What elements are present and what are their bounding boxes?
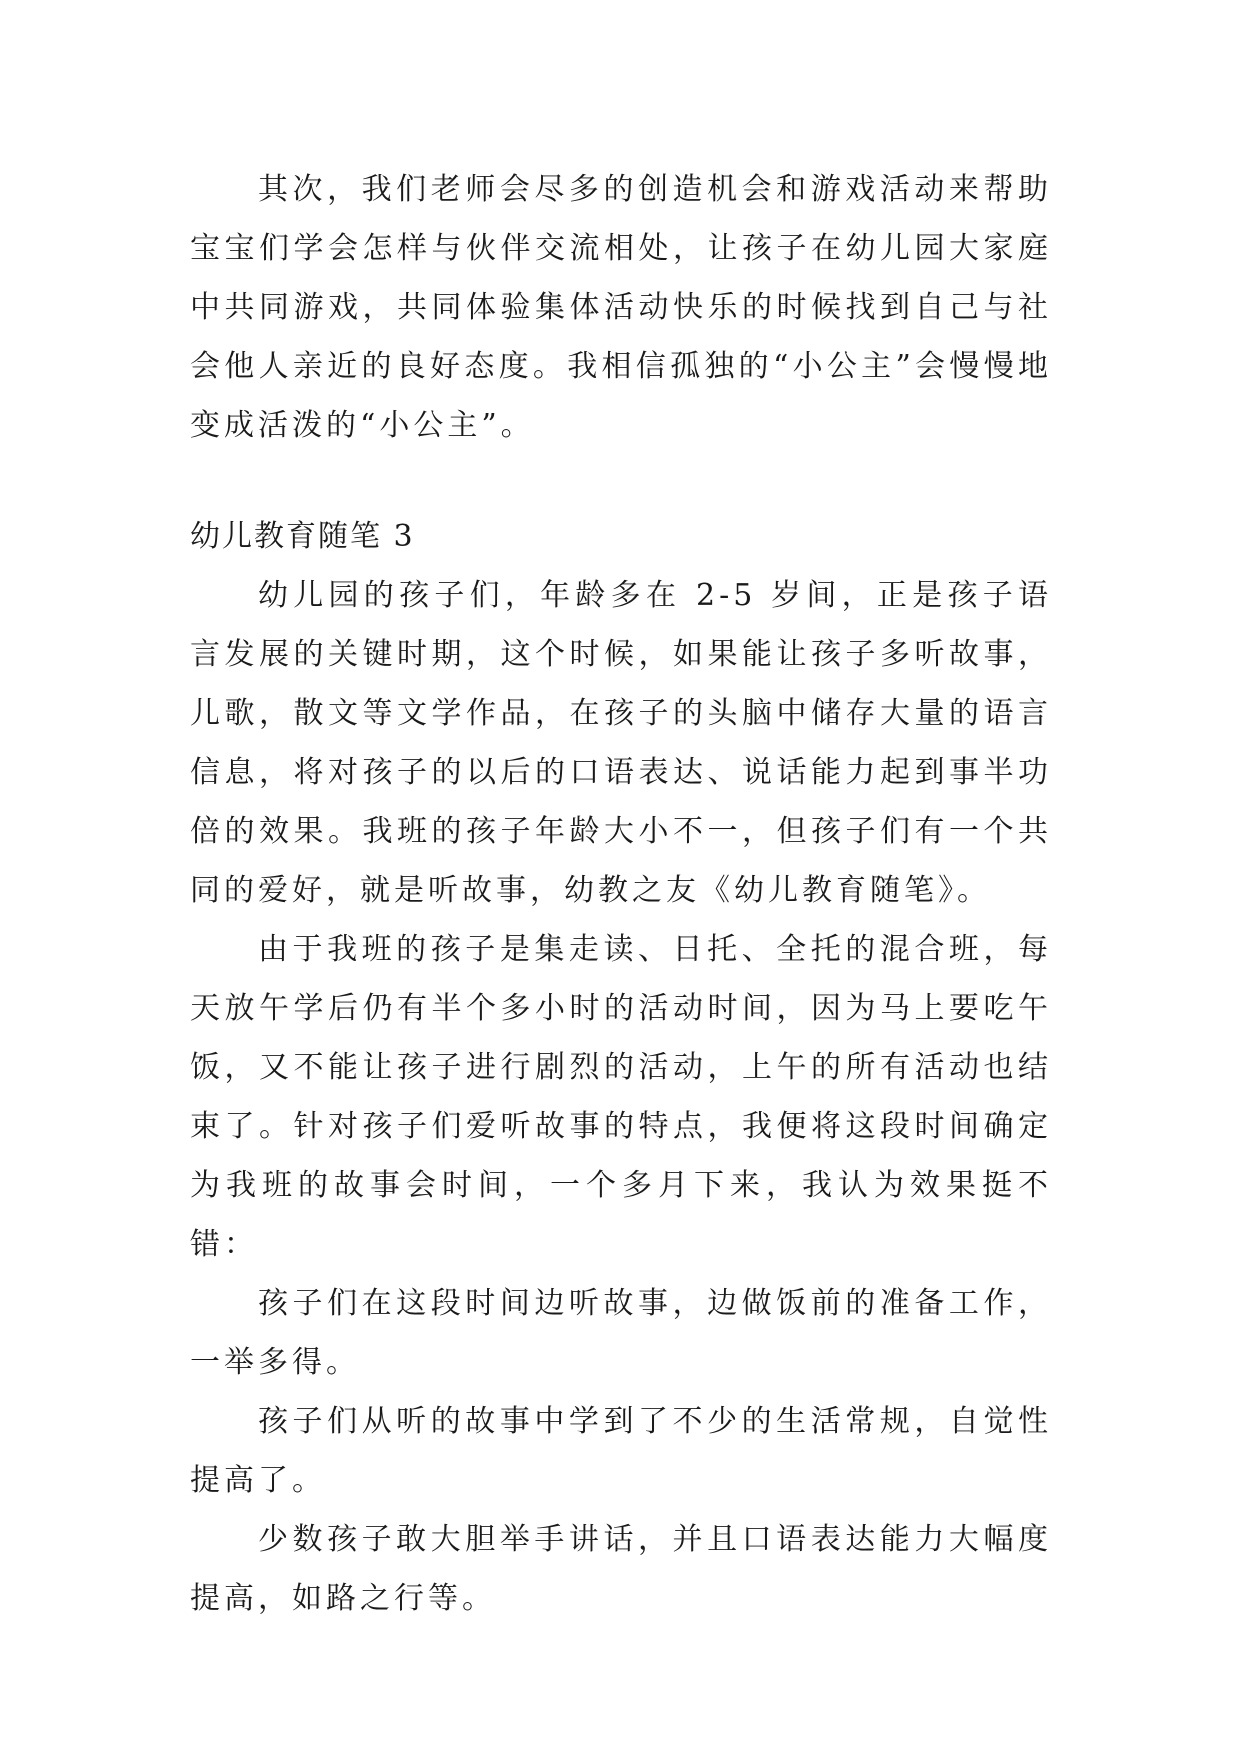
body-paragraph-3: 孩子们在这段时间边听故事，边做饭前的准备工作，一举多得。 (190, 1286, 1052, 1380)
document-body (190, 160, 1052, 1628)
body-paragraph-5: 少数孩子敢大胆举手讲话，并且口语表达能力大幅度提高，如路之行等。 (190, 1522, 1052, 1616)
section-title: 幼儿教育随笔 3 (190, 519, 415, 554)
section-spacer (190, 455, 1052, 507)
body-paragraph-4: 孩子们从听的故事中学到了不少的生活常规，自觉性提高了。 (190, 1404, 1052, 1498)
body-paragraph-1: 幼儿园的孩子们，年龄多在 2-5 岁间，正是孩子语言发展的关键时期，这个时候，如果能让孩子多听故事，儿歌，散文等文学作品，在孩子的头脑中储存大量的语言信息，将对孩子的以后的口语表达、说话能力起到事半功倍的效果。我班的孩子年龄大小不一，但孩子们有一个共同的爱好，就是听故事，幼教之友《幼儿教育随笔》。 (190, 578, 1052, 908)
intro-paragraph: 其次，我们老师会尽多的创造机会和游戏活动来帮助宝宝们学会怎样与伙伴交流相处，让孩子在幼儿园大家庭中共同游戏，共同体验集体活动快乐的时候找到自己与社会他人亲近的良好态度。我相信孤独的“小公主”会慢慢地变成活泼的“小公主”。 (190, 172, 1052, 443)
body-paragraph-2: 由于我班的孩子是集走读、日托、全托的混合班，每天放午学后仍有半个多小时的活动时间，因为马上要吃午饭，又不能让孩子进行剧烈的活动，上午的所有活动也结束了。针对孩子们爱听故事的特点，我便将这段时间确定为我班的故事会时间，一个多月下来，我认为效果挺不错： (190, 932, 1052, 1262)
